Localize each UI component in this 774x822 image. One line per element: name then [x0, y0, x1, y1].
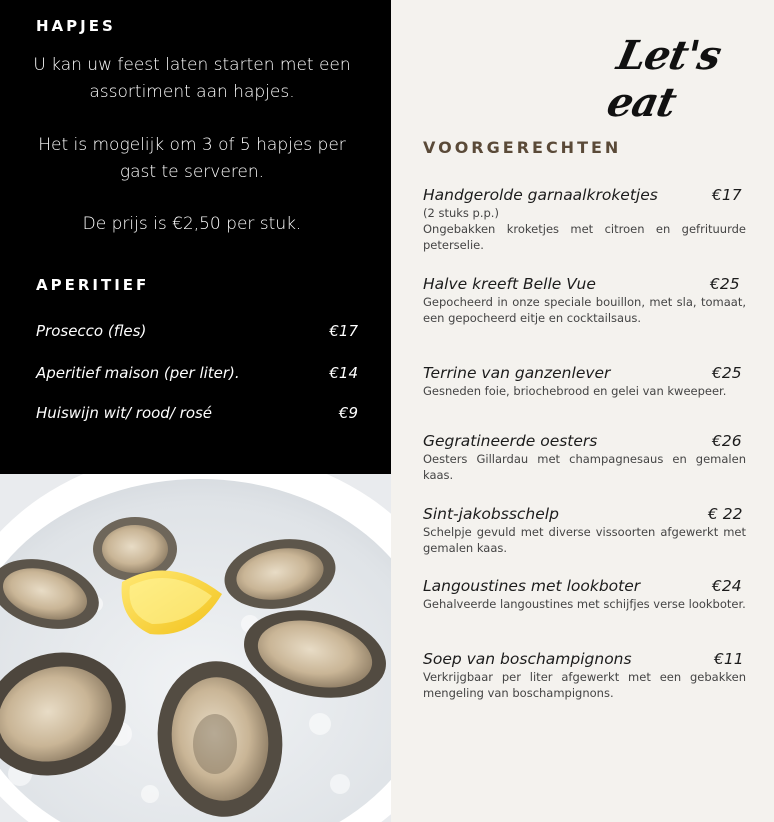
- voorgerechten-title: VOORGERECHTEN: [423, 138, 622, 157]
- lets-eat-heading: Let's eat: [603, 32, 725, 126]
- drink-price: €14: [329, 364, 358, 382]
- dish-name: Handgerolde garnaalkroketjes: [423, 186, 658, 204]
- hapjes-paragraph-2: Het is mogelijk om 3 of 5 hapjes per gast te serveren.: [38, 135, 346, 182]
- dish-price: €17: [712, 186, 742, 204]
- hapjes-title: HAPJES: [36, 17, 116, 35]
- drink-name: Prosecco (fles): [36, 322, 147, 340]
- dish-price: €11: [714, 650, 744, 668]
- dish-name: Halve kreeft Belle Vue: [423, 275, 596, 293]
- oysters-on-ice-image: [0, 474, 391, 822]
- dish-description: Gehalveerde langoustines met schijfjes verse lookboter.: [423, 597, 746, 611]
- right-panel: [391, 0, 774, 822]
- dish-description: Gepocheerd in onze speciale bouillon, met sla, tomaat, een gepocheerd eitje en cocktailsaus.: [423, 295, 746, 325]
- drink-price: €17: [329, 322, 358, 340]
- dish-description: Gesneden foie, briochebrood en gelei van kweepeer.: [423, 384, 727, 398]
- dish-name: Sint-jakobsschelp: [423, 505, 559, 523]
- dish-price: €25: [712, 364, 742, 382]
- dish-price: €26: [712, 432, 742, 450]
- dish-description: Oesters Gillardau met champagnesaus en gemalen kaas.: [423, 452, 746, 482]
- dish-description: Verkrijgbaar per liter afgewerkt met een gebakken mengeling van boschampignons.: [423, 670, 746, 700]
- dish-note: (2 stuks p.p.): [423, 206, 499, 220]
- hapjes-paragraph-1: U kan uw feest laten starten met een assortiment aan hapjes.: [33, 55, 351, 102]
- dish-price: € 22: [708, 505, 743, 523]
- black-panel: [0, 0, 391, 474]
- dish-description: Schelpje gevuld met diverse vissoorten afgewerkt met gemalen kaas.: [423, 525, 746, 555]
- drink-name: Aperitief maison (per liter).: [36, 364, 240, 382]
- dish-price: €25: [710, 275, 740, 293]
- dish-price: €24: [712, 577, 742, 595]
- hapjes-paragraph-3: De prijs is €2,50 per stuk.: [82, 214, 302, 234]
- dish-name: Gegratineerde oesters: [423, 432, 598, 450]
- dish-name: Terrine van ganzenlever: [423, 364, 611, 382]
- dish-name: Langoustines met lookboter: [423, 577, 641, 595]
- drink-name: Huiswijn wit/ rood/ rosé: [36, 404, 213, 422]
- drink-price: €9: [338, 404, 358, 422]
- dish-name: Soep van boschampignons: [423, 650, 632, 668]
- aperitief-title: APERITIEF: [36, 276, 150, 294]
- dish-description: Ongebakken kroketjes met citroen en gefrituurde peterselie.: [423, 222, 746, 252]
- oysters-photo: [0, 474, 391, 822]
